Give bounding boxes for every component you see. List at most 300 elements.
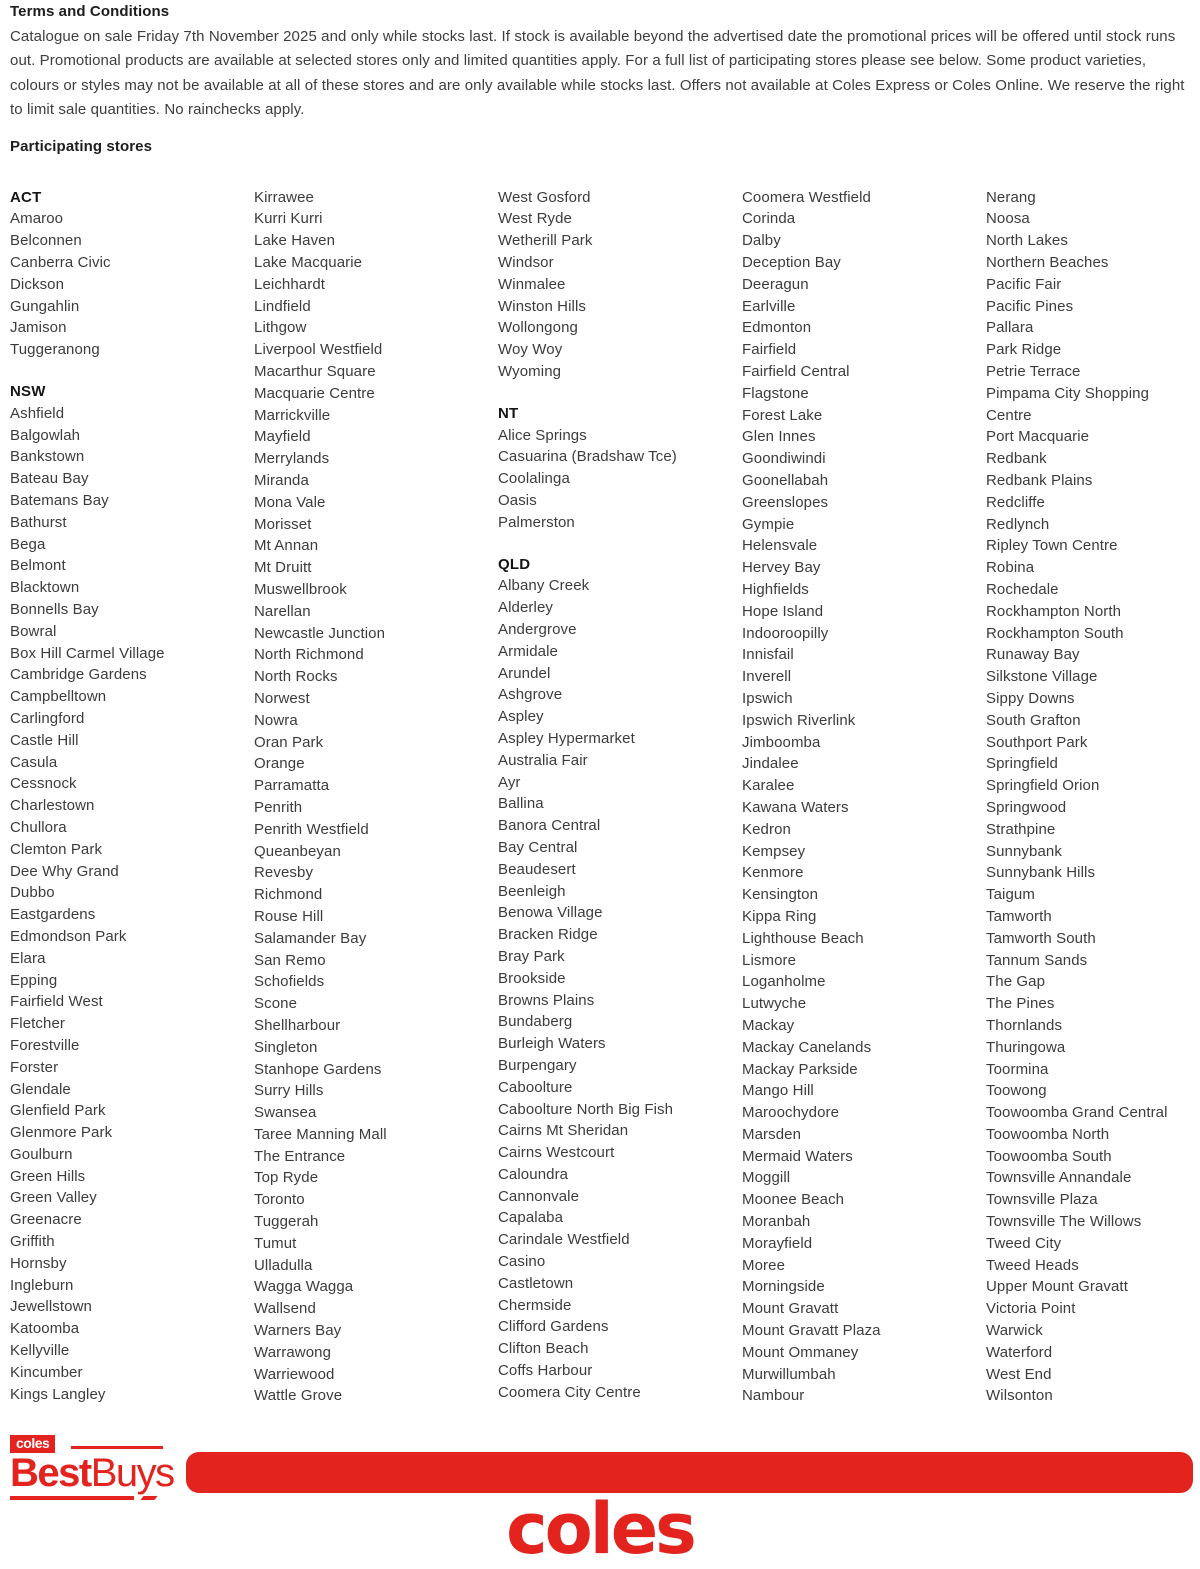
store-item: West Ryde [498,210,572,228]
store-item: Banora Central [498,817,601,835]
store-item: Lake Macquarie [254,254,363,272]
store-item: Strathpine [986,820,1056,838]
store-item: The Gap [986,973,1046,991]
store-item: Ipswich Riverlink [742,711,856,729]
store-item: Castletown [498,1274,574,1292]
store-item: Flagstone [742,384,809,402]
store-item: Cairns Mt Sheridan [498,1122,629,1140]
store-item: Nerang [986,188,1036,206]
store-item: Caloundra [498,1165,569,1183]
store-item: Canberra Civic [10,254,111,272]
store-item: Chullora [10,818,67,836]
store-item: Ballina [498,795,544,813]
store-group [498,403,742,534]
store-item: Glenmore Park [10,1124,113,1142]
store-item: Taigum [986,886,1035,904]
store-item: Silkstone Village [986,668,1098,686]
store-item: Toronto [254,1191,305,1209]
store-column [254,187,498,1408]
store-item: Ripley Town Centre [986,537,1118,555]
store-item: Springfield [986,755,1058,773]
store-item: Park Ridge [986,341,1062,359]
store-item: Alice Springs [498,426,587,444]
store-item: Greenacre [10,1211,82,1229]
store-item: Petrie Terrace [986,363,1081,380]
store-item: Richmond [254,886,323,904]
store-item: Goondiwindi [742,450,826,468]
store-item: Tamworth South [986,929,1096,947]
stores-columns [10,187,1200,1408]
store-item: Kedron [742,820,791,838]
store-item: Morisset [254,515,312,533]
participating-stores-title: Participating stores [10,137,153,155]
store-item: Casino [498,1253,546,1271]
store-item: Mt Druitt [254,559,312,577]
store-item: Indooroopilly [742,624,829,642]
store-item: Merrylands [254,450,330,468]
store-item: Wagga Wagga [254,1278,354,1296]
store-item: Forster [10,1058,59,1076]
store-item: Amaroo [10,210,64,228]
store-item: San Remo [254,951,326,969]
store-item: Wilsonton [986,1387,1053,1405]
store-item: Moggill [742,1169,791,1187]
store-item: Glenfield Park [10,1102,106,1120]
store-item: Narellan [254,602,311,620]
store-item: Mackay Parkside [742,1060,858,1078]
store-item: Mayfield [254,428,311,446]
store-item: Nowra [254,711,298,729]
store-item: Belmont [10,557,66,575]
store-item: Inverell [742,668,792,686]
store-item: Miranda [254,471,309,489]
store-item: Scone [254,995,298,1013]
terms-body: Catalogue on sale Friday 7th November 2025 and only while stocks last. If stock is available beyond the advertised date the promotional prices will be offered until stock runs out. Promotional products are available at selected stores only and limited quantities apply. For a full list of participating stores please see below. Some product varieties, colours or styles may not be available at all of these stores and are only available while stocks last. Offers not available at Coles Express or Coles Online. We reserve the right to limit sale quantities. No rainchecks apply. [10,28,1185,119]
store-item: Ashfield [10,404,65,422]
terms-title: Terms and Conditions [10,3,170,20]
store-item: Aspley Hypermarket [498,729,635,747]
store-item: Redbank [986,450,1047,468]
store-item: Sippy Downs [986,689,1075,707]
store-item: Dalby [742,232,781,250]
state-header: ACT [10,188,42,206]
store-item: Warners Bay [254,1322,342,1340]
store-item: Windsor [498,254,554,272]
store-item: West End [986,1365,1052,1383]
store-item: Southport Park [986,733,1088,751]
store-item: Townsville Annandale [986,1169,1132,1187]
store-item: Queanbeyan [254,842,341,860]
store-item: West Gosford [498,188,591,206]
store-item: Tweed Heads [986,1256,1079,1274]
store-item: Blacktown [10,579,80,597]
store-item: Kellyville [10,1342,70,1360]
store-group [498,554,742,1404]
store-item: Robina [986,559,1035,577]
store-item: Arundel [498,664,551,682]
store-item: Goonellabah [742,471,829,489]
store-item: Bay Central [498,838,578,856]
store-item: Capalaba [498,1209,564,1227]
store-item: Revesby [254,864,314,882]
store-item: Kippa Ring [742,907,817,925]
store-item: Wyoming [498,363,562,380]
store-item: Upper Mount Gravatt [986,1278,1128,1296]
store-item: Tannum Sands [986,951,1088,969]
store-item: Ayr [498,773,521,791]
store-item: Forest Lake [742,406,823,424]
store-item: Balgowlah [10,426,81,444]
store-column [742,187,986,1408]
store-item: South Grafton [986,711,1081,729]
store-item: Tumut [254,1234,297,1252]
store-item: Bray Park [498,947,565,965]
store-item: Winston Hills [498,297,586,315]
store-item: Springfield Orion [986,777,1100,795]
store-item: Caboolture [498,1078,573,1096]
store-item: Belconnen [10,232,82,250]
store-item: Singleton [254,1038,318,1056]
store-item: Lismore [742,951,797,969]
store-item: Kincumber [10,1363,83,1381]
store-item: Toowoomba South [986,1147,1112,1165]
store-item: Caboolture North Big Fish [498,1100,674,1118]
store-item: Deeragun [742,275,809,293]
store-item: Bowral [10,622,57,640]
store-item: Corinda [742,210,796,228]
store-item: Gungahlin [10,297,80,315]
store-item: Newcastle Junction [254,624,386,642]
store-column [10,187,254,1408]
bestbuys-best-label: Best [10,1451,91,1495]
store-item: Palmerston [498,513,575,531]
store-item: Oasis [498,491,537,509]
state-header: QLD [498,555,531,573]
store-item: Kawana Waters [742,798,849,816]
store-item: Casula [10,753,58,771]
store-item: Dubbo [10,884,55,902]
store-item: Mackay Canelands [742,1038,872,1056]
store-item: Armidale [498,642,558,660]
store-item: Hornsby [10,1254,67,1272]
store-item: Deception Bay [742,254,841,272]
store-item: Pacific Fair [986,275,1062,293]
store-item: Salamander Bay [254,929,367,947]
store-item: Loganholme [742,973,826,991]
store-item: The Pines [986,995,1055,1013]
store-item: Elara [10,949,46,967]
coles-logo-label: coles [506,1488,694,1569]
store-item: Top Ryde [254,1169,319,1187]
store-item: Marsden [742,1125,802,1143]
store-item: Jewellstown [10,1298,92,1316]
store-item: Moonee Beach [742,1191,845,1209]
store-item: Brookside [498,969,566,987]
store-item: Highfields [742,580,809,598]
store-item: Mt Annan [254,537,319,555]
store-item: Benowa Village [498,904,603,922]
store-group [10,187,254,361]
store-item: Box Hill Carmel Village [10,644,165,662]
state-header: NT [498,404,519,422]
store-item: Jamison [10,319,67,337]
store-item: Liverpool Westfield [254,341,383,359]
store-group [986,187,1200,1408]
store-item: Coolalinga [498,470,570,488]
bestbuys-rule [71,1446,163,1449]
store-item: Edmondson Park [10,927,127,945]
store-item: Coffs Harbour [498,1362,593,1380]
store-item: Redlynch [986,515,1050,533]
store-item: Bonnells Bay [10,600,99,618]
store-item: Castle Hill [10,731,79,749]
store-item: Aspley [498,708,544,726]
store-item: Muswellbrook [254,580,347,598]
store-item: Warriewood [254,1365,335,1383]
store-item: Townsville The Willows [986,1213,1142,1231]
store-item: Maroochydore [742,1104,840,1122]
store-item: Campbelltown [10,688,107,706]
store-item: Wetherill Park [498,232,593,250]
store-item: Pacific Pines [986,297,1074,315]
store-item: Morayfield [742,1234,813,1252]
store-item: Toowoomba North [986,1125,1110,1143]
store-item: Warrawong [254,1343,332,1361]
store-item: North Lakes [986,232,1068,250]
store-column [986,187,1200,1408]
store-item: Fairfield Central [742,363,850,380]
store-item: Ipswich [742,689,793,707]
store-item: Rouse Hill [254,907,324,925]
bestbuys-wordmark [10,1452,174,1494]
store-item: Ulladulla [254,1256,313,1274]
store-item: Mona Vale [254,493,326,511]
store-item: Winmalee [498,275,566,293]
store-item: North Rocks [254,668,338,686]
store-item: Griffith [10,1233,55,1251]
store-item: Green Hills [10,1167,86,1185]
promo-red-bar [186,1452,1193,1493]
store-item: Swansea [254,1104,317,1122]
store-item: Redcliffe [986,493,1045,511]
store-item: Kirrawee [254,188,314,206]
store-item: Cessnock [10,775,77,793]
store-item: Macquarie Centre [254,384,375,402]
store-item: Andergrove [498,620,577,638]
store-item: Mount Ommaney [742,1343,859,1361]
store-item: Goulburn [10,1145,73,1163]
store-item: Townsville Plaza [986,1191,1098,1209]
store-item: Northern Beaches [986,254,1109,272]
store-item: Springwood [986,798,1067,816]
store-item: Ashgrove [498,686,563,704]
store-item: Lindfield [254,297,311,315]
store-item: Dickson [10,275,65,293]
store-item: Beaudesert [498,860,576,878]
store-item: Rockhampton North [986,602,1122,620]
store-item: Moranbah [742,1213,811,1231]
store-item: Pimpama City Shopping Centre [986,384,1150,424]
store-item: Hope Island [742,602,824,620]
store-item: Carindale Westfield [498,1231,630,1249]
store-item: Cairns Westcourt [498,1144,615,1162]
store-item: Fairfield West [10,993,103,1011]
store-item: Beenleigh [498,882,566,900]
store-item: Bankstown [10,448,85,466]
store-item: Parramatta [254,777,330,795]
store-item: Cambridge Gardens [10,666,147,684]
store-item: Surry Hills [254,1082,324,1100]
store-item: North Richmond [254,646,364,664]
store-item: Noosa [986,210,1030,228]
store-item: Clifton Beach [498,1340,589,1358]
store-item: Tweed City [986,1234,1062,1252]
store-item: Taree Manning Mall [254,1125,387,1143]
store-item: Mango Hill [742,1082,814,1100]
store-item: Nambour [742,1387,805,1405]
store-item: Karalee [742,777,795,795]
store-item: Rockhampton South [986,624,1124,642]
store-item: Sunnybank [986,842,1062,860]
store-item: Carlingford [10,709,85,727]
store-item: Bracken Ridge [498,926,598,944]
store-item: Jindalee [742,755,799,773]
store-item: Bathurst [10,513,67,531]
store-item: Port Macquarie [986,428,1090,446]
store-item: Jimboomba [742,733,821,751]
store-item: Stanhope Gardens [254,1060,382,1078]
store-item: Kurri Kurri [254,210,323,228]
store-item: Katoomba [10,1320,80,1338]
store-item: Mermaid Waters [742,1147,853,1165]
store-item: Ingleburn [10,1276,74,1294]
store-item: Mount Gravatt [742,1300,839,1318]
store-item: Alderley [498,599,553,617]
store-item: Rochedale [986,580,1059,598]
store-item: Thornlands [986,1016,1063,1034]
store-item: Cannonvale [498,1187,580,1205]
store-item: Toowong [986,1082,1047,1100]
store-item: Australia Fair [498,751,588,769]
store-item: Lighthouse Beach [742,929,864,947]
store-item: Wattle Grove [254,1387,343,1405]
store-item: Helensvale [742,537,818,555]
store-item: Oran Park [254,733,324,751]
store-item: Kensington [742,886,819,904]
store-item: Toormina [986,1060,1049,1078]
store-item: Orange [254,755,305,773]
store-item: Mackay [742,1016,795,1034]
store-item: Marrickville [254,406,331,424]
store-item: Warwick [986,1322,1043,1340]
store-item: Browns Plains [498,991,595,1009]
store-item: Clifford Gardens [498,1318,609,1336]
store-item: Kenmore [742,864,804,882]
store-item: Gympie [742,515,795,533]
store-item: Tuggerah [254,1213,319,1231]
store-item: Charlestown [10,797,95,815]
store-group [742,187,986,1408]
store-item: Victoria Point [986,1300,1076,1318]
store-item: Norwest [254,689,310,707]
store-item: Earlville [742,297,796,315]
store-item: Burpengary [498,1056,577,1074]
store-column [498,187,742,1408]
store-item: Glen Innes [742,428,816,446]
store-item: Fletcher [10,1015,65,1033]
store-group [254,187,498,1408]
store-item: Bundaberg [498,1013,573,1031]
store-item: Burleigh Waters [498,1035,606,1053]
store-item: Wallsend [254,1300,316,1318]
store-item: Albany Creek [498,577,590,595]
store-item: Leichhardt [254,275,326,293]
store-item: Edmonton [742,319,812,337]
store-item: Kempsey [742,842,806,860]
bestbuys-buys-label: Buys [90,1451,174,1495]
store-item: Greenslopes [742,493,829,511]
store-group [10,381,254,1405]
store-item: Sunnybank Hills [986,864,1096,882]
store-item: Murwillumbah [742,1365,836,1383]
store-item: Innisfail [742,646,794,664]
store-item: Tuggeranong [10,341,100,359]
store-item: Lake Haven [254,232,336,250]
store-item: Eastgardens [10,906,96,924]
store-item: Schofields [254,973,325,991]
store-item: Coomera Westfield [742,188,871,206]
coles-badge-label: coles [16,1435,50,1451]
store-item: Mount Gravatt Plaza [742,1322,881,1340]
store-item: Hervey Bay [742,559,821,577]
store-item: Waterford [986,1343,1053,1361]
store-item: Penrith [254,798,303,816]
store-item: Toowoomba Grand Central [986,1104,1168,1122]
store-item: Clemton Park [10,840,103,858]
store-item: The Entrance [254,1147,346,1165]
state-header: NSW [10,383,46,400]
store-item: Wollongong [498,319,578,337]
store-item: Redbank Plains [986,471,1093,489]
store-item: Macarthur Square [254,363,376,380]
store-item: Fairfield [742,341,797,359]
store-item: Green Valley [10,1189,97,1207]
store-item: Morningside [742,1278,825,1296]
store-item: Glendale [10,1080,71,1098]
store-item: Kings Langley [10,1385,106,1403]
store-item: Penrith Westfield [254,820,369,838]
store-item: Dee Why Grand [10,862,119,880]
store-item: Casuarina (Bradshaw Tce) [498,448,677,466]
store-item: Runaway Bay [986,646,1080,664]
store-group [498,187,742,383]
store-item: Batemans Bay [10,491,109,509]
store-item: Tamworth [986,907,1052,925]
store-item: Pallara [986,319,1034,337]
store-item: Coomera City Centre [498,1383,641,1401]
store-item: Woy Woy [498,341,563,359]
store-item: Moree [742,1256,786,1274]
store-item: Chermside [498,1296,572,1314]
store-item: Lutwyche [742,995,807,1013]
store-item: Bateau Bay [10,470,89,488]
store-item: Bega [10,535,46,553]
store-item: Shellharbour [254,1016,341,1034]
store-item: Forestville [10,1036,80,1054]
store-item: Epping [10,971,58,989]
store-item: Thuringowa [986,1038,1066,1056]
coles-logo [0,1488,1200,1569]
